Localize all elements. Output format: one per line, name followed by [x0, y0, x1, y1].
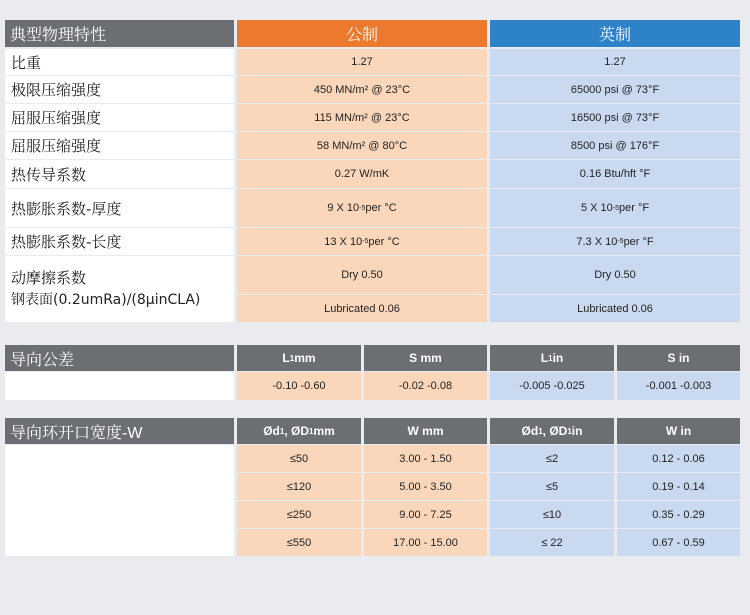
value-text: 13 X 10 [324, 235, 363, 248]
exponent: -5 [362, 238, 369, 245]
metric-value: 0.27 W/mK [237, 160, 487, 188]
friction-label-line2: 钢表面(0.2umRa)/(8μinCLA) [11, 292, 201, 308]
col-header-text: L [282, 351, 290, 365]
table-cell: 9.00 - 7.25 [364, 501, 487, 528]
value-text: 9 X 10 [327, 202, 360, 214]
metric-value [237, 189, 487, 227]
col-header-l1-in [490, 345, 614, 371]
subscript: 1 [548, 353, 553, 363]
imperial-value: 8500 psi @ 176°F [490, 132, 740, 159]
col-header-unit: in [552, 351, 564, 365]
subscript: 1 [309, 426, 314, 436]
col-header-s-in: S in [617, 345, 740, 371]
table-cell: 3.00 - 1.50 [364, 445, 487, 472]
imperial-value: 1.27 [490, 49, 740, 75]
table-cell: ≤10 [490, 501, 614, 528]
col-header-unit: mm [313, 424, 335, 438]
imperial-value-lubricated: Lubricated 0.06 [490, 295, 740, 322]
exponent: -5 [617, 238, 624, 245]
guide-value-s-mm: -0.02 -0.08 [364, 372, 487, 400]
col-header-text: , ØD [542, 424, 568, 438]
table-cell: ≤2 [490, 445, 614, 472]
guide-value-l1-in: -0.005 -0.025 [490, 372, 614, 400]
row-label-ultimate-compressive: 极限压缩强度 [5, 76, 234, 103]
properties-header-label: 典型物理特性 [5, 20, 234, 47]
col-header-text: , ØD [284, 424, 309, 438]
metric-value: 1.27 [237, 49, 487, 75]
metric-value: 58 MN/m² @ 80°C [237, 132, 487, 159]
row-label-thermal-conductivity: 热传导系数 [5, 160, 234, 188]
value-text: 7.3 X 10 [576, 235, 618, 248]
subscript: 1 [538, 426, 543, 436]
subscript: 1 [289, 353, 295, 363]
row-label-expansion-thickness: 热膨胀系数-厚度 [5, 189, 234, 227]
col-header-s-mm: S mm [364, 345, 487, 371]
imperial-value [490, 189, 740, 227]
row-label-expansion-length: 热膨胀系数-长度 [5, 228, 234, 255]
value-unit: per °F [618, 202, 650, 214]
subscript: 1 [567, 426, 572, 436]
table-cell: ≤250 [237, 501, 361, 528]
opening-width-blank [5, 445, 234, 556]
subscript: 1 [279, 426, 285, 436]
table-cell: ≤550 [237, 529, 361, 556]
col-header-w-in: W in [617, 418, 740, 444]
table-cell: 0.67 - 0.59 [617, 529, 740, 556]
imperial-header: 英制 [490, 20, 740, 47]
table-cell: ≤5 [490, 473, 614, 500]
col-header-unit: in [571, 424, 583, 438]
exponent: -5 [612, 204, 619, 212]
metric-value-lubricated: Lubricated 0.06 [237, 295, 487, 322]
guide-tolerance-blank [5, 372, 234, 400]
table-cell: ≤120 [237, 473, 361, 500]
value-unit: per °F [623, 235, 654, 248]
value-text: 5 X 10 [580, 202, 613, 214]
imperial-value-dry: Dry 0.50 [490, 256, 740, 294]
imperial-value: 16500 psi @ 73°F [490, 104, 740, 131]
imperial-value: 65000 psi @ 73°F [490, 76, 740, 103]
imperial-value [490, 228, 740, 255]
table-cell: ≤50 [237, 445, 361, 472]
col-header-diameter-mm [237, 418, 361, 444]
guide-tolerance-label: 导向公差 [5, 345, 234, 371]
col-header-unit: mm [294, 351, 316, 365]
metric-header: 公制 [237, 20, 487, 47]
row-label-specific-gravity: 比重 [5, 49, 234, 75]
value-unit: per °C [368, 235, 400, 248]
table-cell: 0.35 - 0.29 [617, 501, 740, 528]
col-header-text: L [540, 351, 549, 365]
table-cell: 0.12 - 0.06 [617, 445, 740, 472]
imperial-value: 0.16 Btu/hft °F [490, 160, 740, 188]
exponent: -5 [359, 204, 366, 212]
col-header-text: Ød [263, 424, 280, 438]
col-header-text: Ød [521, 424, 539, 438]
table-cell: 17.00 - 15.00 [364, 529, 487, 556]
col-header-l1-mm [237, 345, 361, 371]
friction-label-line1: 动摩擦系数 [11, 269, 87, 287]
metric-value-dry: Dry 0.50 [237, 256, 487, 294]
row-label-yield-compressive: 屈服压缩强度 [5, 104, 234, 131]
row-label-yield-compressive-hot: 屈服压缩强度 [5, 132, 234, 159]
metric-value [237, 228, 487, 255]
opening-width-label: 导向环开口宽度-W [5, 418, 234, 444]
metric-value: 115 MN/m² @ 23°C [237, 104, 487, 131]
guide-value-s-in: -0.001 -0.003 [617, 372, 740, 400]
col-header-diameter-in [490, 418, 614, 444]
metric-value: 450 MN/m² @ 23°C [237, 76, 487, 103]
col-header-w-mm: W mm [364, 418, 487, 444]
table-cell: ≤ 22 [490, 529, 614, 556]
row-label-friction [5, 256, 234, 322]
guide-value-l1-mm: -0.10 -0.60 [237, 372, 361, 400]
table-cell: 5.00 - 3.50 [364, 473, 487, 500]
value-unit: per °C [365, 202, 397, 214]
table-cell: 0.19 - 0.14 [617, 473, 740, 500]
